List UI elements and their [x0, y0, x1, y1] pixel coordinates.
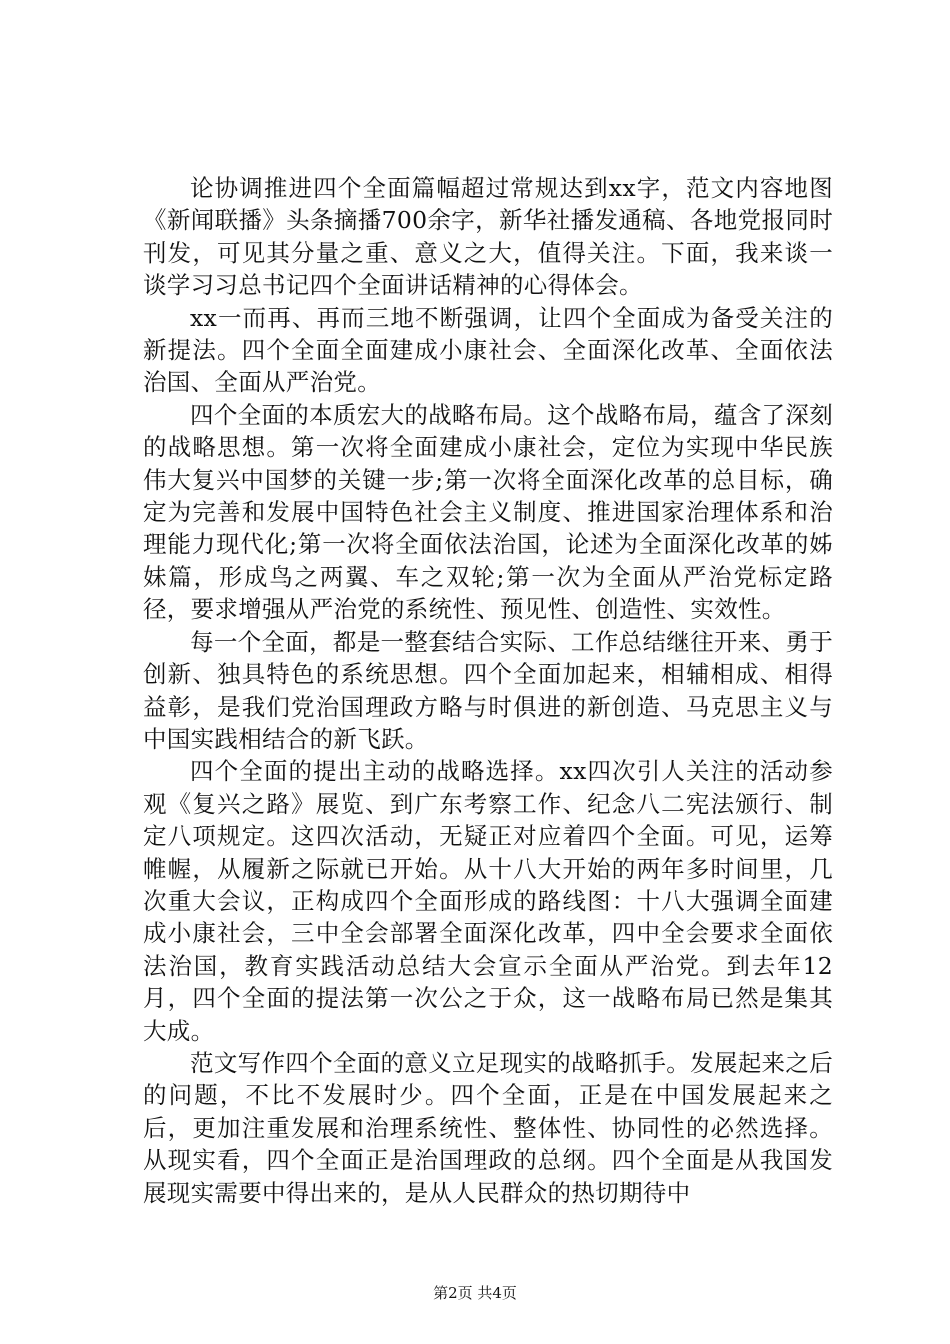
- paragraph: 四个全面的提出主动的战略选择。xx四次引人关注的活动参观《复兴之路》展览、到广东考察工作、纪念八二宪法颁行、制定八项规定。这四次活动，无疑正对应着四个全面。可见，运筹帷幄，从履新之际就已开始。从十八大开始的两年多时间里，几次重大会议，正构成四个全面形成的路线图：十八大强调全面建成小康社会，三中全会部署全面深化改革，四中全会要求全面依法治国，教育实践活动总结大会宣示全面从严治党。到去年12月，四个全面的提法第一次公之于众，这一战略布局已然是集其大成。: [143, 757, 833, 1045]
- paragraph: xx一而再、再而三地不断强调，让四个全面成为备受关注的新提法。四个全面全面建成小康社会、全面深化改革、全面依法治国、全面从严治党。: [143, 303, 833, 397]
- paragraph: 范文写作四个全面的意义立足现实的战略抓手。发展起来之后的问题，不比不发展时少。四个全面，正是在中国发展起来之后，更加注重发展和治理系统性、整体性、协同性的必然选择。从现实看，四个全面正是治国理政的总纲。四个全面是从我国发展现实需要中得出来的，是从人民群众的热切期待中: [143, 1048, 833, 1207]
- page-number-footer: 第2页 共4页: [433, 1284, 517, 1302]
- paragraph: 每一个全面，都是一整套结合实际、工作总结继往开来、勇于创新、独具特色的系统思想。四个全面加起来，相辅相成、相得益彰，是我们党治国理政方略与时俱进的新创造、马克思主义与中国实践相结合的新飞跃。: [143, 627, 833, 753]
- document-body: [143, 172, 833, 1209]
- paragraph: 论协调推进四个全面篇幅超过常规达到xx字，范文内容地图《新闻联播》头条摘播700余字，新华社播发通稿、各地党报同时刊发，可见其分量之重、意义之大，值得关注。下面，我来谈一谈学习习总书记四个全面讲话精神的心得体会。: [143, 174, 833, 300]
- paragraph: 四个全面的本质宏大的战略布局。这个战略布局，蕴含了深刻的战略思想。第一次将全面建成小康社会，定位为实现中华民族伟大复兴中国梦的关键一步;第一次将全面深化改革的总目标，确定为完善和发展中国特色社会主义制度、推进国家治理体系和治理能力现代化;第一次将全面依法治国，论述为全面深化改革的姊妹篇，形成鸟之两翼、车之双轮;第一次为全面从严治党标定路径，要求增强从严治党的系统性、预见性、创造性、实效性。: [143, 400, 833, 624]
